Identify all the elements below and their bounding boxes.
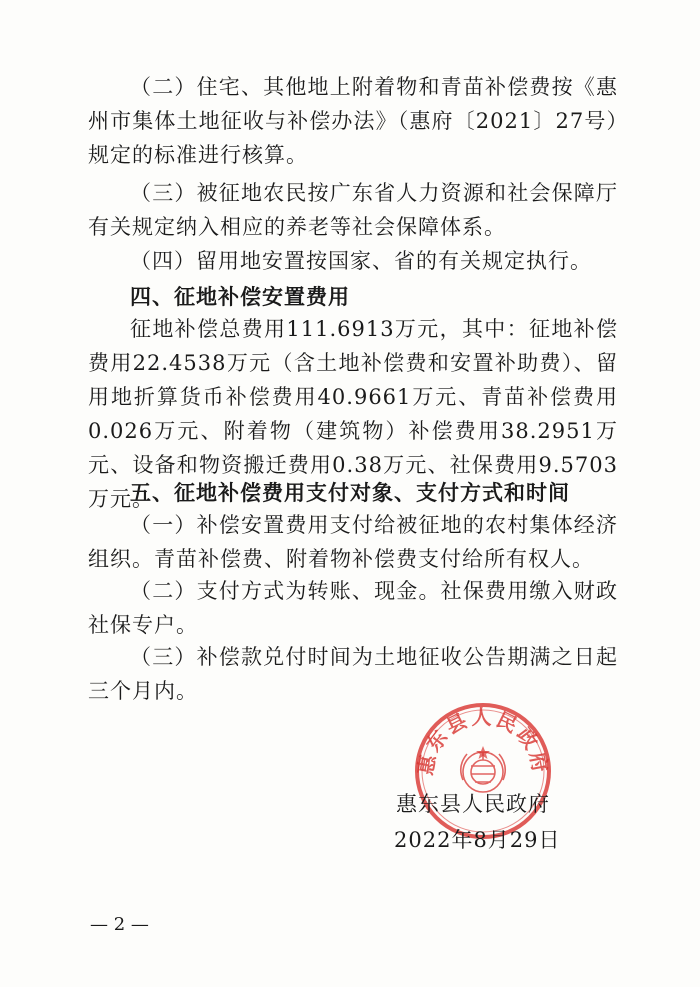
paragraph-payment-time: （三）补偿款兑付时间为土地征收公告期满之日起三个月内。 (88, 645, 618, 703)
paragraph-payment-method: （二）支付方式为转账、现金。社保费用缴入财政社保专户。 (88, 579, 618, 637)
signature-date: 2022年8月29日 (394, 828, 561, 852)
paragraph-reserved-land: （四）留用地安置按国家、省的有关规定执行。 (130, 249, 592, 273)
paragraph-compensation-costs: 征地补偿总费用111.6913万元，其中：征地补偿费用22.4538万元（含土地补偿费和安置补助费）、留用地折算货币补偿费用40.9661万元、青苗补偿费用0.026万元、附着物（建筑物）补偿费用38.2951万元、设备和物资搬迁费用0.38万元、社保费用9.5703万元。 (88, 317, 618, 511)
section-heading-compensation-costs: 四、征地补偿安置费用 (130, 285, 350, 309)
seal-arc-text: 惠东县人民政府 (413, 705, 553, 777)
signature-organization: 惠东县人民政府 (396, 792, 550, 816)
page-number: — 2 — (90, 914, 149, 935)
section-heading-payment: 五、征地补偿费用支付对象、支付方式和时间 (130, 481, 570, 505)
official-seal-icon (412, 700, 554, 842)
paragraph-compensation-standard: （二）住宅、其他地上附着物和青苗补偿费按《惠州市集体土地征收与补偿办法》（惠府〔2021〕27号）规定的标准进行核算。 (88, 75, 618, 167)
paragraph-social-security: （三）被征地农民按广东省人力资源和社会保障厅有关规定纳入相应的养老等社会保障体系。 (88, 181, 618, 239)
paragraph-payment-recipient: （一）补偿安置费用支付给被征地的农村集体经济组织。青苗补偿费、附着物补偿费支付给所有权人。 (88, 513, 618, 571)
